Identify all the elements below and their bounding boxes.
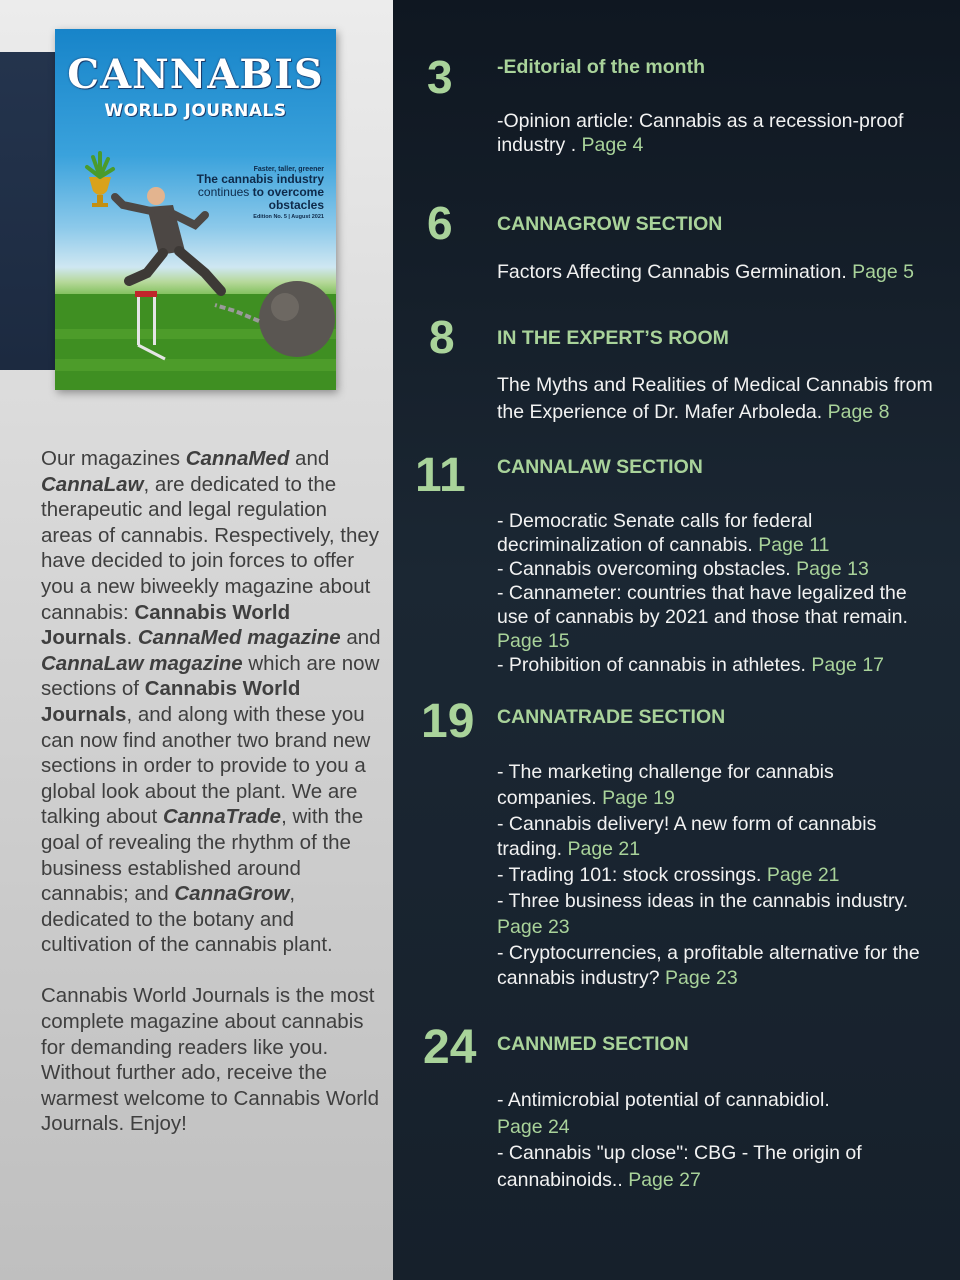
page-link[interactable]: Page 13 (796, 558, 869, 580)
toc-entry-text: - Trading 101: stock crossings. (497, 864, 767, 887)
toc-entry-text: - Cryptocurrencies, a profitable alternative for the (497, 941, 920, 964)
cover-edition: Edition No. 5 | August 2021 (253, 214, 324, 220)
toc-entry[interactable] (497, 581, 952, 653)
cover-headline-mid: continues (197, 185, 250, 199)
toc-entry[interactable] (497, 812, 952, 864)
section-items (497, 372, 952, 426)
toc-entry-text: cannabinoids.. (497, 1168, 629, 1191)
intro-text-run: which are now sections of (41, 651, 380, 701)
toc-entry-text: - Cannabis overcoming obstacles. (497, 558, 797, 580)
intro-text-run: , are dedicated to the therapeutic and legal regulation areas of cannabis. Respectively, they have decided to join forces to offer you a new biweekly magazine about cannabis: (41, 472, 380, 624)
section-heading[interactable]: CANNAGROW SECTION (497, 213, 723, 235)
intro-text (41, 446, 381, 1163)
page-link[interactable]: Page 21 (567, 838, 641, 861)
section-items (497, 109, 952, 157)
toc-entry-text: companies. (497, 786, 603, 809)
toc-entry[interactable] (497, 941, 952, 993)
cover-headline-bold: The cannabis industry (196, 172, 324, 186)
page-link[interactable]: Page 27 (628, 1168, 701, 1191)
cover-blurb (154, 166, 324, 220)
section-heading[interactable]: CANNATRADE SECTION (497, 706, 726, 728)
section-heading[interactable]: CANNALAW SECTION (497, 456, 703, 478)
cannalaw-magazine-name: CannaLaw magazine (41, 651, 243, 675)
cannagrow-name: CannaGrow (174, 882, 290, 906)
intro-text-run: and (340, 626, 381, 650)
toc-entry-text: industry . (497, 134, 582, 156)
section-heading[interactable]: IN THE EXPERT’S ROOM (497, 327, 729, 349)
toc-entry-text: - Cannameter: countries that have legalized the (497, 582, 907, 604)
toc-entry[interactable] (497, 557, 952, 581)
cover-tagline: Faster, taller, greener (253, 166, 324, 173)
magazine-cover[interactable] (55, 29, 336, 390)
intro-text-run: , with the goal of revealing the rhythm of the business established around cannabis; and (41, 805, 364, 906)
section-page-number: 8 (429, 311, 455, 363)
toc-entry-text: use of cannabis by 2021 and those that remain. (497, 606, 908, 628)
table-of-contents (393, 0, 960, 1280)
section-heading[interactable]: CANNMED SECTION (497, 1033, 689, 1055)
cannatrade-name: CannaTrade (162, 805, 282, 829)
toc-entry[interactable] (497, 760, 952, 812)
section-page-number: 6 (427, 197, 453, 249)
cannamed-magazine-name: CannaMed magazine (137, 626, 341, 650)
toc-entry-text: Factors Affecting Cannabis Germination. (497, 261, 853, 283)
toc-entry[interactable] (497, 260, 952, 284)
toc-entry[interactable] (497, 509, 952, 557)
section-items (497, 1087, 952, 1193)
page-link[interactable]: Page 11 (758, 534, 830, 556)
cwj-name: Cannabis World Journals (41, 677, 301, 726)
cover-headline-tail: to overcome obstacles (252, 185, 324, 212)
page-link[interactable]: Page 8 (827, 401, 890, 423)
page-link[interactable]: Page 5 (852, 261, 914, 283)
toc-entry[interactable] (497, 372, 952, 426)
intro-paragraph-1 (41, 446, 381, 958)
section-page-number: 24 (423, 1021, 477, 1074)
cover-subtitle: WORLD JOURNALS (104, 101, 287, 121)
cannalaw-name: CannaLaw (41, 472, 144, 496)
toc-entry[interactable] (497, 653, 952, 677)
toc-entry[interactable] (497, 863, 952, 889)
toc-entry-text: the Experience of Dr. Mafer Arboleda. (497, 401, 828, 423)
cwj-name: Cannabis World Journals (41, 600, 291, 650)
cannamed-name: CannaMed (185, 447, 290, 470)
toc-entry-text: - Cannabis delivery! A new form of cannabis (497, 812, 877, 835)
page-link[interactable]: Page 17 (811, 654, 885, 676)
left-panel (0, 0, 393, 1280)
toc-entry-text: The Myths and Realities of Medical Cannabis from (497, 374, 933, 396)
toc-entry-text: - Prohibition of cannabis in athletes. (497, 654, 812, 676)
page-link[interactable]: Page 4 (581, 134, 644, 156)
page-link[interactable]: Page 15 (497, 630, 570, 652)
toc-entry-text: trading. (497, 838, 568, 861)
section-items (497, 260, 952, 284)
toc-entry-text: - Antimicrobial potential of cannabidiol. (497, 1089, 830, 1111)
page-link[interactable]: Page 19 (602, 786, 675, 809)
intro-text-run: , dedicated to the botany and cultivation of the cannabis plant. (41, 882, 333, 957)
navy-accent-bar (0, 52, 58, 370)
section-items (497, 760, 952, 992)
toc-entry[interactable] (497, 889, 952, 941)
toc-entry-text: - Cannabis "up close": CBG - The origin of (497, 1142, 862, 1164)
toc-entry[interactable] (497, 1087, 952, 1140)
toc-entry-text: - Three business ideas in the cannabis industry. (497, 889, 909, 912)
intro-text-run: , and along with these you can now find another two brand new sections in order to provide to you a global look about the plant. We are talking about (41, 702, 371, 829)
page-link[interactable]: Page 23 (665, 967, 738, 990)
toc-entry[interactable] (497, 109, 952, 157)
section-page-number: 3 (427, 51, 453, 103)
toc-entry-text: decriminalization of cannabis. (497, 534, 759, 556)
toc-entry-text: -Opinion article: Cannabis as a recession-proof (497, 110, 904, 132)
section-page-number: 19 (421, 695, 475, 748)
page-link[interactable]: Page 24 (497, 1115, 570, 1138)
section-page-number: 11 (415, 449, 466, 502)
cover-title: CANNABIS (67, 51, 324, 98)
section-heading[interactable]: -Editorial of the month (497, 56, 705, 78)
page-link[interactable]: Page 23 (497, 915, 570, 938)
intro-text-run: and (289, 447, 330, 470)
intro-paragraph-2: Cannabis World Journals is the most complete magazine about cannabis for demanding readers like you. Without further ado, receive the warmest welcome to Cannabis World Journals. Enjoy! (41, 984, 379, 1136)
toc-entry-text: - The marketing challenge for cannabis (497, 761, 834, 783)
toc-entry[interactable] (497, 1140, 952, 1193)
page-link[interactable]: Page 21 (766, 864, 840, 887)
toc-entry-text: - Democratic Senate calls for federal (497, 510, 813, 532)
intro-text-run: . (126, 626, 138, 650)
toc-entry-text: cannabis industry? (497, 967, 666, 990)
intro-text-run: Our magazines (41, 447, 186, 470)
section-items (497, 509, 952, 677)
